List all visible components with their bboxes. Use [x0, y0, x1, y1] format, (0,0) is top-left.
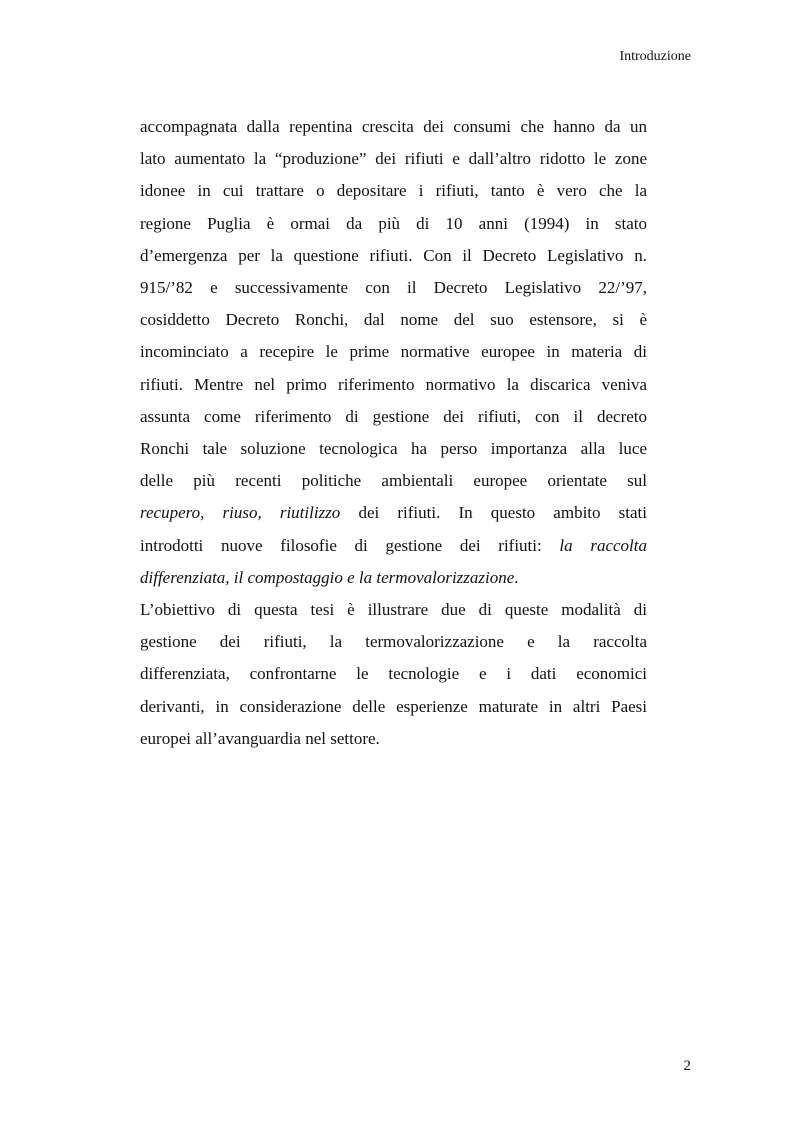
- text-line: [140, 497, 647, 529]
- text-run: dei rifiuti. In questo ambito stati: [340, 503, 647, 523]
- text-line: [140, 562, 647, 594]
- text-line: [140, 143, 647, 175]
- running-header: Introduzione: [619, 49, 691, 64]
- text-run: gestione dei rifiuti, la termovalorizzazione e la raccolta: [140, 632, 647, 652]
- text-run: cosiddetto Decreto Ronchi, dal nome del suo estensore, si è: [140, 310, 647, 330]
- body-text: [140, 111, 647, 755]
- text-line: [140, 691, 647, 723]
- text-run: derivanti, in considerazione delle esperienze maturate in altri Paesi: [140, 696, 647, 716]
- text-run: assunta come riferimento di gestione dei rifiuti, con il decreto: [140, 406, 647, 426]
- text-line: [140, 594, 647, 626]
- text-line: [140, 530, 647, 562]
- text-run: incominciato a recepire le prime normative europee in materia di: [140, 342, 647, 362]
- text-line: [140, 304, 647, 336]
- text-run: lato aumentato la “produzione” dei rifiuti e dall’altro ridotto le zone: [140, 149, 647, 169]
- paragraph: [140, 594, 647, 755]
- paragraph: [140, 111, 647, 594]
- text-run: rifiuti. Mentre nel primo riferimento normativo la discarica veniva: [140, 374, 647, 394]
- text-line: [140, 465, 647, 497]
- text-run: Ronchi tale soluzione tecnologica ha perso importanza alla luce: [140, 439, 647, 459]
- italic-text: recupero, riuso, riutilizzo: [140, 503, 341, 523]
- text-line: [140, 272, 647, 304]
- text-run: L’obiettivo di questa tesi è illustrare due di queste modalità di: [140, 600, 647, 620]
- text-line: [140, 433, 647, 465]
- text-run: introdotti nuove filosofie di gestione dei rifiuti:: [140, 535, 560, 555]
- text-line: [140, 208, 647, 240]
- text-line: [140, 336, 647, 368]
- text-line: [140, 111, 647, 143]
- text-line: [140, 369, 647, 401]
- text-run: delle più recenti politiche ambientali europee orientate sul: [140, 471, 647, 491]
- text-run: accompagnata dalla repentina crescita dei consumi che hanno da un: [140, 117, 647, 136]
- text-run: regione Puglia è ormai da più di 10 anni (1994) in stato: [140, 213, 647, 233]
- text-line: [140, 723, 647, 755]
- text-line: [140, 240, 647, 272]
- text-run: .: [514, 567, 519, 587]
- text-line: [140, 175, 647, 207]
- text-line: [140, 658, 647, 690]
- text-run: idonee in cui trattare o depositare i rifiuti, tanto è vero che la: [140, 181, 647, 201]
- text-line: [140, 401, 647, 433]
- italic-text: differenziata, il compostaggio e la termovalorizzazione: [140, 567, 515, 587]
- page-number: 2: [683, 1058, 691, 1074]
- italic-text: la raccolta: [559, 535, 647, 555]
- text-run: 915/’82 e successivamente con il Decreto Legislativo 22/’97,: [140, 278, 647, 298]
- text-run: europei all’avanguardia nel settore.: [140, 728, 380, 748]
- text-run: d’emergenza per la questione rifiuti. Con il Decreto Legislativo n.: [140, 245, 647, 265]
- text-run: differenziata, confrontarne le tecnologie e i dati economici: [140, 664, 647, 684]
- text-line: [140, 626, 647, 658]
